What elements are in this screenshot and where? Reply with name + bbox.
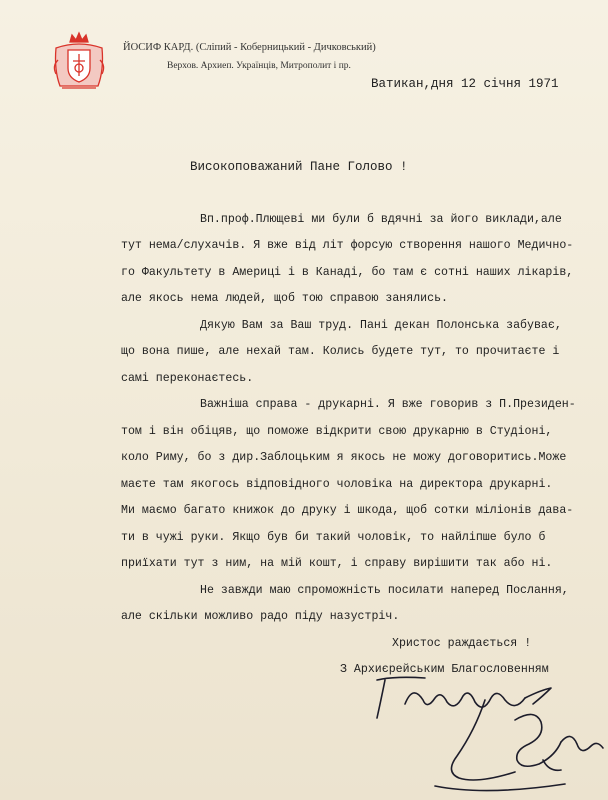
body-line: Важніша справа - друкарні. Я вже говорив з П.Президен- <box>200 398 576 411</box>
body-line: Дякую Вам за Ваш труд. Пані декан Полонська забуває, <box>200 319 562 332</box>
body-line: ти в чужі руки. Якщо був би такий чоловік, то найліпше було б <box>121 531 546 544</box>
closing-blessing: З Архиєрейським Благословенням <box>340 663 549 676</box>
body-line: але якось нема людей, щоб тою справою занялись. <box>121 292 448 305</box>
handwritten-signature-icon <box>365 660 608 800</box>
body-line: том і він обіцяв, що поможе відкрити свою друкарню в Студіоні, <box>121 425 553 438</box>
letterhead-name: ЙОСИФ КАРД. (Сліпий - Коберницький - Дичковський) <box>123 42 376 53</box>
coat-of-arms-icon <box>50 30 108 92</box>
body-line: Вп.проф.Плющеві ми були б вдячні за його виклади,але <box>200 213 562 226</box>
dateline: Ватикан,дня 12 січня 1971 <box>371 77 559 91</box>
body-line: Не завжди маю спроможність посилати наперед Послання, <box>200 584 569 597</box>
closing-greeting: Христос раждається ! <box>392 637 532 650</box>
body-line: приїхати тут з ним, на мій кошт, і справу вирішити так або ні. <box>121 557 553 570</box>
salutation: Високоповажаний Пане Голово ! <box>190 160 408 174</box>
body-line: Ми маємо багато книжок до друку і шкода, щоб сотки міліонів дава- <box>121 504 574 517</box>
body-line: коло Риму, бо з дир.Заблоцьким я якось не можу договоритись.Може <box>121 451 567 464</box>
body-line: маєте там якогось відповідного чоловіка на директора друкарні. <box>121 478 553 491</box>
body-line: самі переконаєтесь. <box>121 372 254 385</box>
letterhead-title: Верхов. Архиеп. Українців, Митрополит і пр. <box>167 61 351 71</box>
body-line: тут нема/слухачів. Я вже від літ форсую створення нашого Медично- <box>121 239 574 252</box>
body-line: що вона пише, але нехай там. Колись будете тут, то прочитаєте і <box>121 345 560 358</box>
body-line: але скільки можливо радо піду назустріч. <box>121 610 400 623</box>
body-line: го Факультету в Америці і в Канаді, бо там є сотні наших лікарів, <box>121 266 574 279</box>
